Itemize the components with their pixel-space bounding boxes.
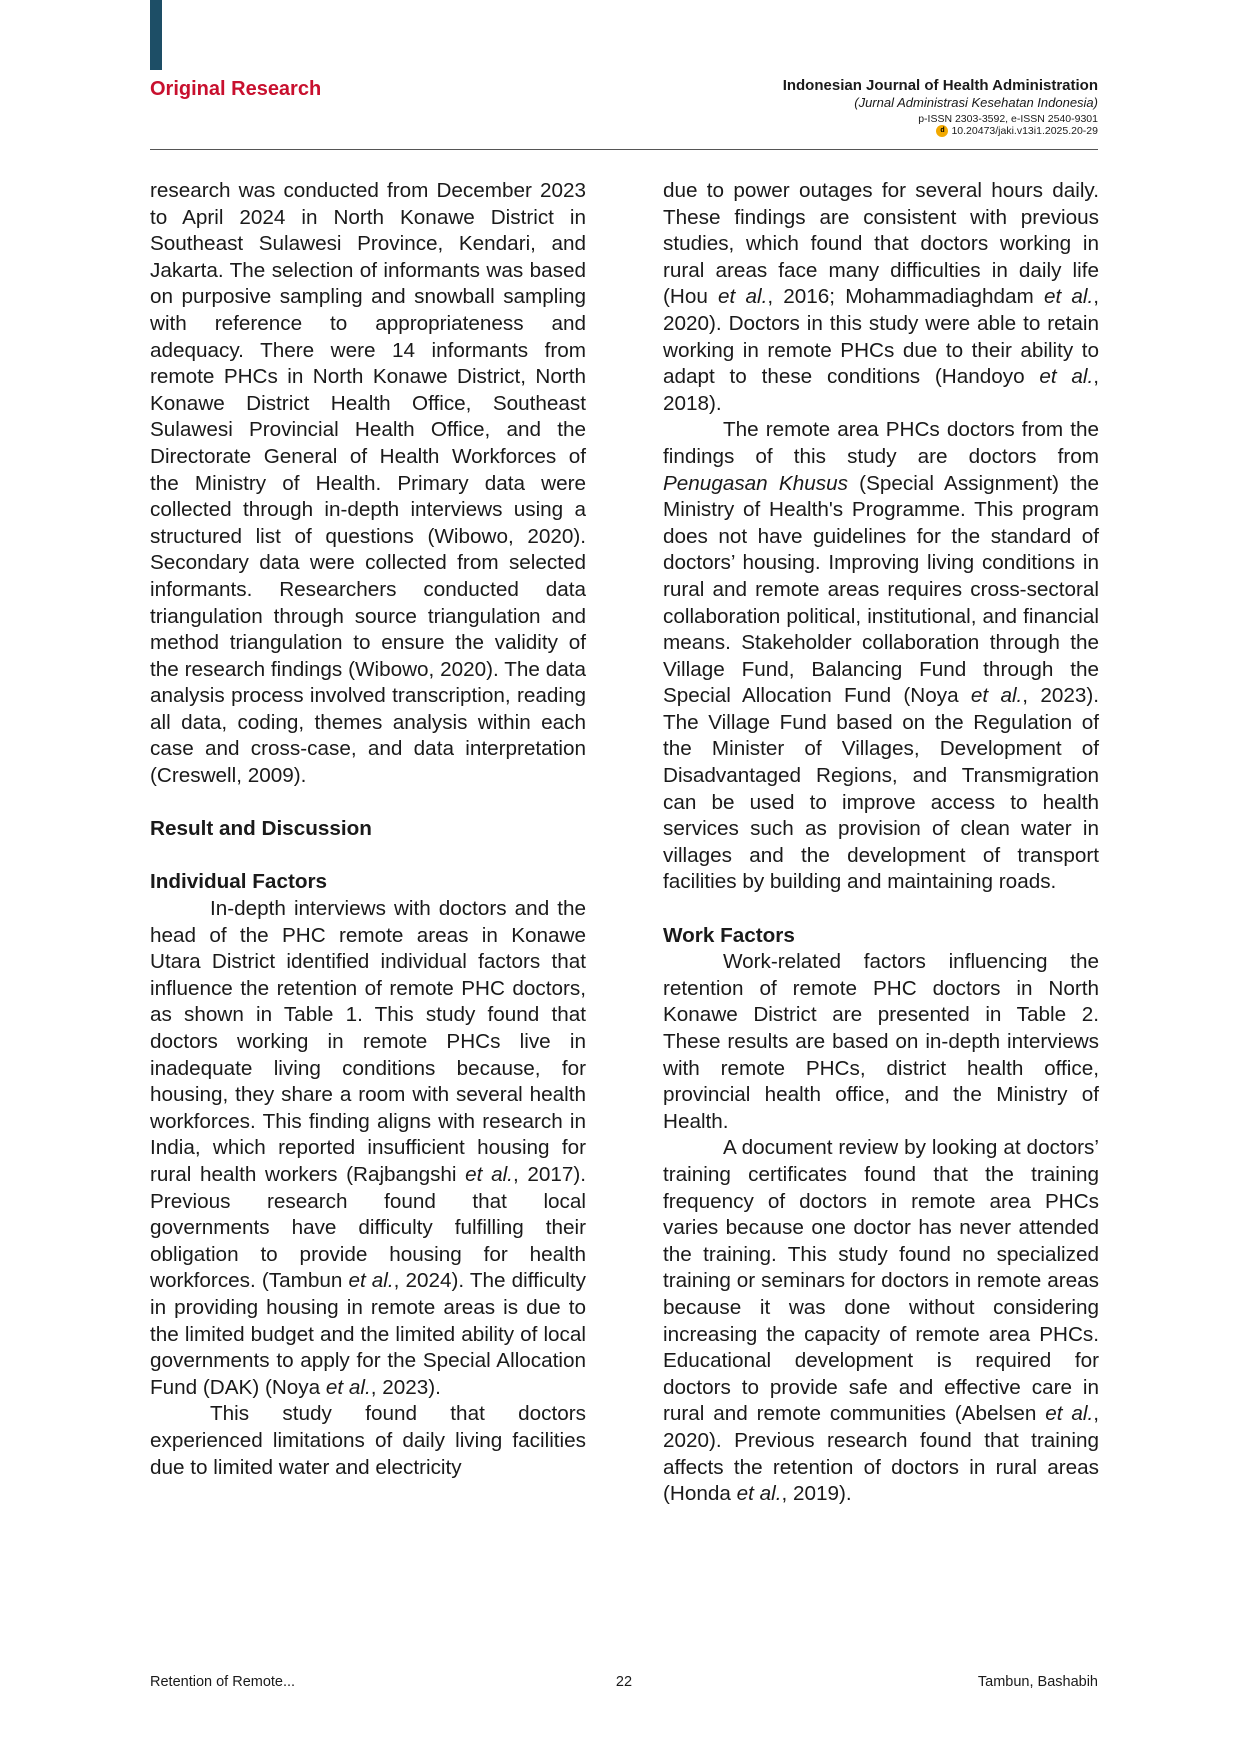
paragraph-power-outages: due to power outages for several hours daily. These findings are consistent with previous studies, which found that doctors working in rural areas face many difficulties in daily life (Hou et al., 2016; Mohammadiaghdam et al., 2020). Doctors in this study were able to retain working in remote PHCs due to their ability to adapt to these conditions (Handoyo et al., 2018). xyxy=(663,179,1100,415)
paragraph-individual-factors: In-depth interviews with doctors and the head of the PHC remote areas in Konawe Utara District identified individual factors that influence the retention of remote PHC doctors, as shown in Table 1. This study found that doctors working in remote PHCs live in inadequate living conditions because, for housing, they share a room with several health workforces. This finding aligns with research in India, which reported insufficient housing for rural health workers (Rajbangshi et al., 2017). Previous research found that local governments have difficulty fulfilling their obligation to provide housing for health workforces. (Tambun et al., 2024). The difficulty in providing housing in remote areas is due to the limited budget and the limited ability of local governments to apply for the Special Allocation Fund (DAK) (Noya et al., 2023). xyxy=(150,897,586,1399)
journal-doi[interactable] xyxy=(783,125,1098,138)
paragraph-work-factors: Work-related factors influencing the retention of remote PHC doctors in North Konawe District are presented in Table 2. These results are based on in-depth interviews with remote PHCs, district health office, provincial health office, and the Ministry of Health. xyxy=(663,950,1099,1133)
header-divider xyxy=(150,149,1098,150)
citation-et-al: et al. xyxy=(1039,365,1094,389)
doi-icon: d xyxy=(936,125,948,137)
citation-et-al: et al. xyxy=(1045,1402,1094,1426)
footer-authors: Tambun, Bashabih xyxy=(977,1674,1098,1690)
citation-et-al: et al. xyxy=(736,1482,782,1506)
heading-work-factors: Work Factors xyxy=(663,923,795,947)
citation-et-al: et al. xyxy=(325,1375,371,1399)
journal-subtitle: (Jurnal Administrasi Kesehatan Indonesia) xyxy=(854,95,1098,110)
journal-name: Indonesian Journal of Health Administration xyxy=(782,77,1098,94)
journal-info xyxy=(783,77,1098,138)
paragraph-living-facilities: This study found that doctors experienced limitations of daily living facilities due to limited water and electricity xyxy=(150,1402,586,1479)
citation-et-al: et al. xyxy=(465,1162,513,1186)
citation-et-al: et al. xyxy=(348,1269,394,1293)
section-label: Original Research xyxy=(150,78,322,100)
heading-result-discussion: Result and Discussion xyxy=(150,817,372,841)
paragraph-training: A document review by looking at doctors’ training certificates found that the training frequency of doctors in remote area PHCs varies because one doctor has never attended the training. This study found no specialized training or seminars for doctors in remote areas because it was done without considering increasing the capacity of remote area PHCs. Educational development is required for doctors to provide safe and effective care in rural and remote communities (Abelsen et al., 2020). Previous research found that training affects the retention of doctors in rural areas (Honda et al., 2019). xyxy=(663,1136,1099,1506)
citation-et-al: et al. xyxy=(718,285,768,309)
footer-running-title: Retention of Remote... xyxy=(150,1674,296,1690)
page-footer xyxy=(150,1674,1098,1694)
citation-et-al: et al. xyxy=(970,684,1023,708)
right-column xyxy=(663,178,1099,1508)
header-accent-bar xyxy=(150,0,162,70)
paragraph-special-assignment: The remote area PHCs doctors from the findings of this study are doctors from Penugasan Khusus (Special Assignment) the Ministry of Health's Programme. This program does not have guidelines for the standard of doctors’ housing. Improving living conditions in rural and remote areas requires cross-sectoral collaboration political, institutional, and financial means. Stakeholder collaboration through the Village Fund, Balancing Fund through the Special Allocation Fund (Noya et al., 2023). The Village Fund based on the Regulation of the Minister of Villages, Development of Disadvantaged Regions, and Transmigration can be used to improve access to health services such as provision of clean water in villages and the development of transport facilities by building and maintaining roads. xyxy=(663,418,1099,894)
doi-text[interactable]: 10.20473/jaki.v13i1.2025.20-29 xyxy=(951,125,1098,138)
paragraph-methods: research was conducted from December 2023 to April 2024 in North Konawe District in Southeast Sulawesi Province, Kendari, and Jakarta. The selection of informants was based on purposive sampling and snowball sampling with reference to appropriateness and adequacy. There were 14 informants from remote PHCs in North Konawe District, North Konawe District Health Office, Southeast Sulawesi Provincial Health Office, and the Directorate General of Health Workforces of the Ministry of Health. Primary data were collected through in-depth interviews using a structured list of questions (Wibowo, 2020). Secondary data were collected from selected informants. Researchers conducted data triangulation through source triangulation and method triangulation to ensure the validity of the research findings (Wibowo, 2020). The data analysis process involved transcription, reading all data, coding, themes analysis within each case and cross-case, and data interpretation (Creswell, 2009). xyxy=(150,179,586,788)
journal-issn: p-ISSN 2303-3592, e-ISSN 2540-9301 xyxy=(918,112,1098,125)
left-column xyxy=(150,178,586,1481)
citation-et-al: et al. xyxy=(1043,285,1094,309)
program-name: Penugasan Khusus xyxy=(663,471,848,495)
heading-individual-factors: Individual Factors xyxy=(150,870,328,894)
page-number: 22 xyxy=(615,1674,633,1690)
